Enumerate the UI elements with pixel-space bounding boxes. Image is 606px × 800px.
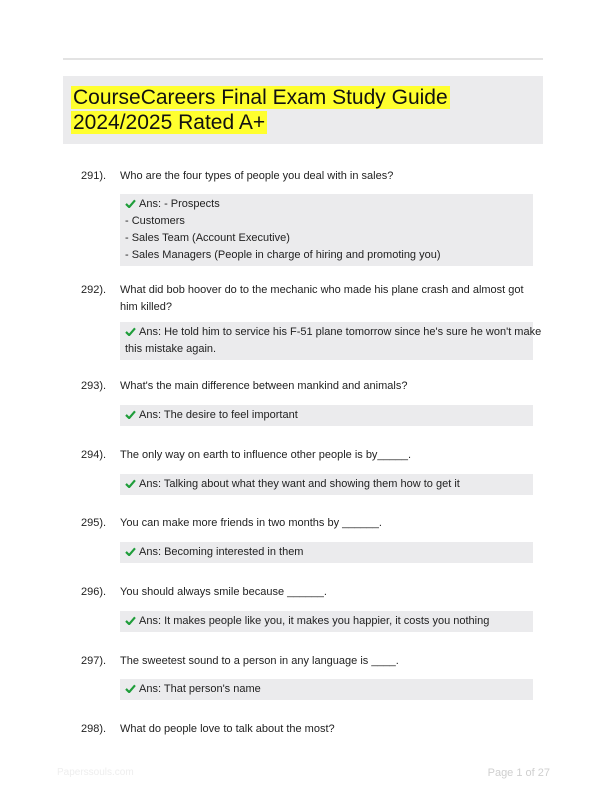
answer-box xyxy=(120,474,533,495)
answer-line: - Customers xyxy=(125,215,185,227)
question-number: 294). xyxy=(81,449,107,461)
question-text: You can make more friends in two months by ______. xyxy=(120,517,382,529)
question-number: 291). xyxy=(81,170,107,182)
check-icon xyxy=(125,327,136,336)
question-number: 298). xyxy=(81,723,107,735)
answer-text: Ans: It makes people like you, it makes you happier, it costs you nothing xyxy=(139,615,490,627)
answer-text: Ans: - Prospects xyxy=(139,198,220,210)
check-icon xyxy=(125,479,136,488)
check-icon xyxy=(125,199,136,208)
question-number: 296). xyxy=(81,586,107,598)
answer-line xyxy=(125,613,528,630)
answer-line: - Sales Managers (People in charge of hiring and promoting you) xyxy=(125,249,441,261)
top-divider xyxy=(63,58,543,60)
check-icon xyxy=(125,410,136,419)
answer-line xyxy=(125,544,528,561)
question-number: 292). xyxy=(81,284,107,296)
answer-line xyxy=(125,476,528,493)
check-icon xyxy=(125,684,136,693)
title-line-1: CourseCareers Final Exam Study Guide xyxy=(73,86,448,109)
answer-box xyxy=(120,194,533,266)
title-line-2: 2024/2025 Rated A+ xyxy=(73,111,266,134)
question-text: Who are the four types of people you deal with in sales? xyxy=(120,170,394,182)
answer-line xyxy=(125,196,528,213)
answer-box xyxy=(120,542,533,563)
document-title xyxy=(71,85,450,135)
answer-text: Ans: That person's name xyxy=(139,683,261,695)
question-text: What did bob hoover do to the mechanic who made his plane crash and almost got him killed? xyxy=(120,284,524,313)
answer-text: Ans: The desire to feel important xyxy=(139,409,298,421)
answer-line xyxy=(125,681,528,698)
answer-line: - Sales Team (Account Executive) xyxy=(125,232,290,244)
check-icon xyxy=(125,547,136,556)
question-text: The only way on earth to influence other people is by_____. xyxy=(120,449,412,461)
answer-line xyxy=(125,407,528,424)
check-icon xyxy=(125,616,136,625)
answer-line: this mistake again. xyxy=(125,343,217,355)
answer-text: Ans: Talking about what they want and showing them how to get it xyxy=(139,478,460,490)
question-text: You should always smile because ______. xyxy=(120,586,327,598)
title-banner xyxy=(63,76,543,144)
question-number: 297). xyxy=(81,655,107,667)
answer-box xyxy=(120,322,542,360)
answer-line xyxy=(125,324,542,341)
question-text: The sweetest sound to a person in any language is ____. xyxy=(120,655,399,667)
page-indicator: Page 1 of 27 xyxy=(487,767,550,779)
footer-watermark: Paperssouls.com xyxy=(57,767,134,778)
answer-text: Ans: He told him to service his F-51 plane tomorrow since he's sure he won't make xyxy=(139,326,542,338)
answer-box xyxy=(120,679,533,700)
answer-text: Ans: Becoming interested in them xyxy=(139,546,304,558)
question-number: 293). xyxy=(81,380,107,392)
answer-box xyxy=(120,611,533,632)
question-number: 295). xyxy=(81,517,107,529)
answer-box xyxy=(120,405,533,426)
question-text: What's the main difference between mankind and animals? xyxy=(120,380,408,392)
question-text: What do people love to talk about the most? xyxy=(120,723,335,735)
